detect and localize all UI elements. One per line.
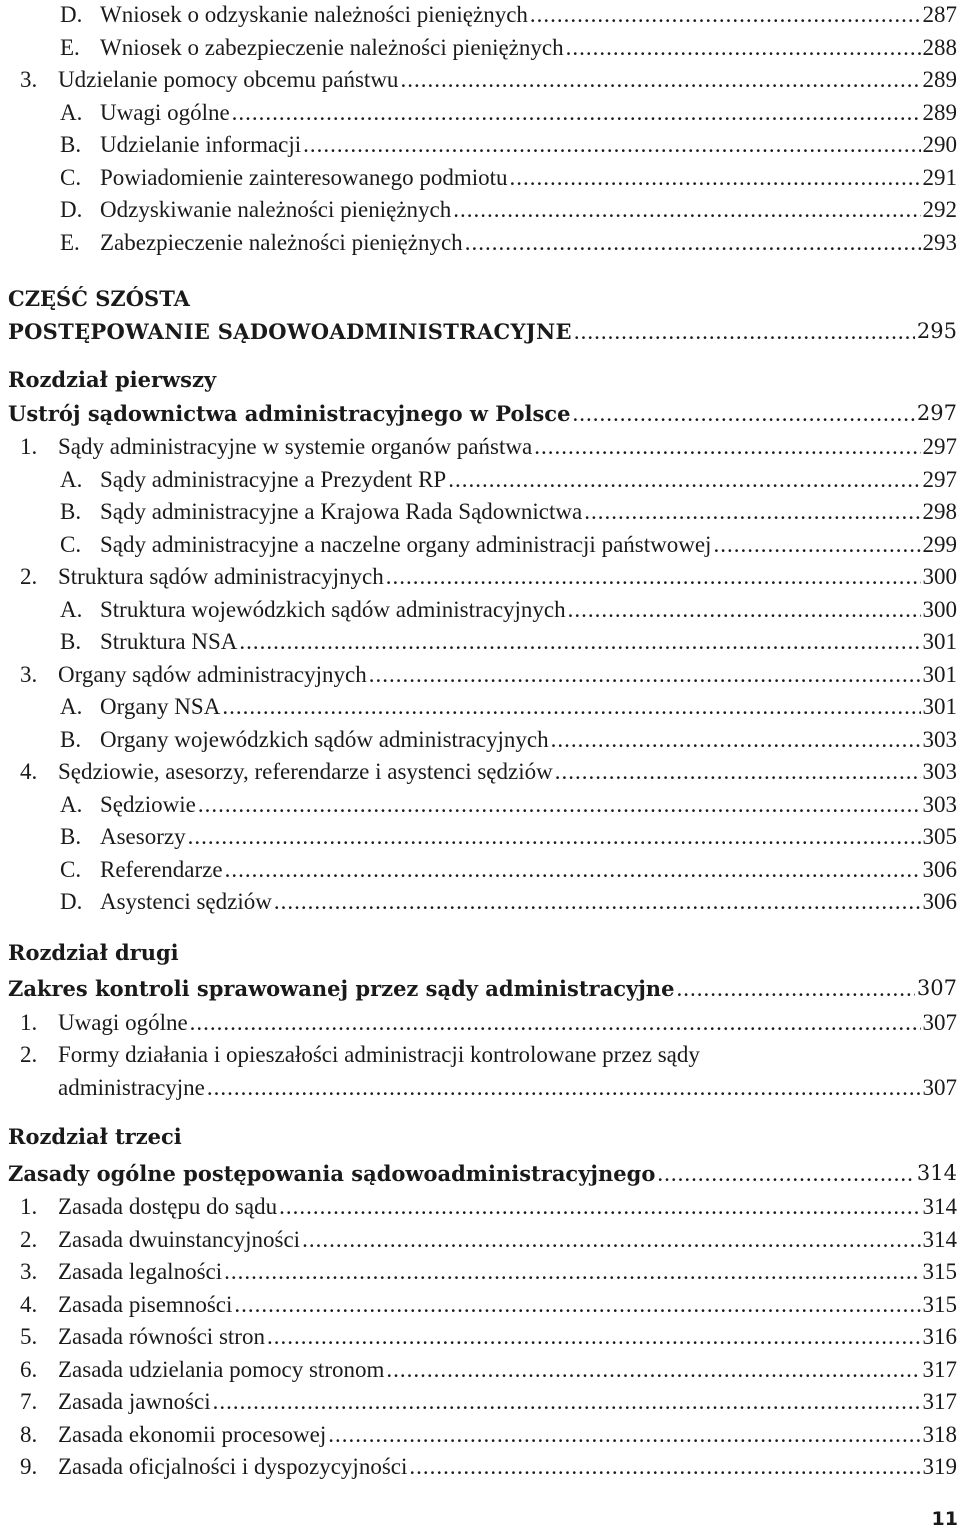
entry-page: 289 (922, 99, 957, 125)
toc-entry (0, 1154, 957, 1187)
entry-title: Zasada oficjalności i dyspozycyjności (58, 1454, 408, 1479)
toc-entry (0, 1317, 957, 1350)
toc-entry (0, 427, 957, 460)
dot-leader (267, 1323, 921, 1350)
toc-entry (0, 817, 957, 850)
entry-line (100, 687, 957, 720)
entry-page: 307 (922, 1010, 957, 1035)
toc-entry (0, 93, 957, 126)
entry-page: 292 (922, 197, 957, 222)
toc-entry (0, 1068, 957, 1101)
toc-entry (0, 492, 957, 525)
entry-title: POSTĘPOWANIE SĄDOWOADMINISTRACYJNE (8, 319, 572, 344)
entry-page: 306 (922, 856, 957, 882)
dot-leader (400, 66, 920, 93)
entry-page: 303 (922, 759, 957, 784)
entry-title: Zasada pisemności (58, 1291, 233, 1317)
entry-title: Referendarze (100, 856, 223, 882)
entry-number: B. (60, 824, 82, 849)
entry-page: 299 (922, 531, 957, 557)
entry-title: Sądy administracyjne a Krajowa Rada Sądownictwa (100, 499, 583, 524)
dot-leader (534, 433, 920, 460)
entry-number: A. (60, 791, 83, 817)
toc-entry (0, 0, 957, 28)
dot-leader (584, 498, 920, 525)
dot-leader (566, 34, 921, 61)
dot-leader (303, 131, 920, 158)
dot-leader (555, 758, 921, 785)
entry-number: A. (60, 596, 83, 622)
entry-title: administracyjne (58, 1075, 205, 1100)
entry-title: Uwagi ogólne (100, 99, 230, 125)
toc-entry (0, 125, 957, 158)
entry-title: Zasada jawności (58, 1389, 211, 1414)
toc-entry (0, 969, 957, 1002)
toc-entry (0, 557, 957, 590)
entry-line (8, 394, 957, 427)
entry-number: A. (60, 466, 83, 492)
entry-page: 306 (922, 889, 957, 914)
entry-line (58, 1187, 957, 1220)
toc-entry (0, 590, 957, 623)
entry-line (58, 1317, 957, 1350)
entry-line (8, 1154, 957, 1187)
dot-leader (279, 1193, 920, 1220)
entry-number: 3. (20, 67, 38, 92)
entry-number: B. (60, 629, 82, 654)
entry-line (58, 1285, 957, 1318)
dot-leader (239, 628, 920, 655)
entry-title: Zasada ekonomii procesowej (58, 1421, 327, 1447)
entry-line (100, 525, 957, 558)
toc-entry (0, 850, 957, 883)
toc-entry (0, 1252, 957, 1285)
entry-page: 293 (922, 229, 957, 255)
entry-page: 289 (922, 67, 957, 92)
entry-title: Uwagi ogólne (58, 1010, 188, 1035)
entry-number: 4. (20, 1291, 38, 1317)
entry-line (100, 590, 957, 623)
entry-title: Struktura NSA (100, 629, 238, 654)
entry-title: Wniosek o zabezpieczenie należności pieniężnych (100, 34, 564, 60)
dot-leader (572, 400, 914, 427)
entry-number: B. (60, 726, 82, 752)
entry-title: Organy wojewódzkich sądów administracyjnych (100, 726, 549, 752)
entry-page: 301 (922, 629, 957, 654)
toc-entry (0, 1447, 957, 1480)
dot-leader (225, 856, 921, 883)
entry-page: 295 (916, 319, 957, 343)
chapter-label: Rozdział pierwszy (8, 367, 217, 392)
entry-number: A. (60, 99, 83, 125)
entry-line (58, 1350, 957, 1383)
entry-number: B. (60, 499, 82, 524)
entry-page: 317 (922, 1356, 957, 1382)
entry-page: 317 (922, 1389, 957, 1414)
entry-page: 319 (922, 1454, 957, 1479)
entry-page: 314 (916, 1161, 957, 1185)
toc-entry (0, 1285, 957, 1318)
entry-line (58, 427, 957, 460)
entry-title: Sędziowie (100, 791, 196, 817)
entry-number: D. (60, 889, 83, 914)
entry-line (100, 720, 957, 753)
entry-line (100, 93, 957, 126)
dot-leader (222, 693, 920, 720)
dot-leader (232, 99, 921, 126)
entry-page: 301 (922, 661, 957, 687)
entry-line (100, 158, 957, 191)
entry-page: 298 (922, 499, 957, 524)
dot-leader (574, 318, 915, 345)
entry-line (58, 1220, 957, 1253)
entry-page: 291 (922, 164, 957, 190)
entry-title: Struktura wojewódzkich sądów administracyjnych (100, 596, 566, 622)
entry-line (58, 1382, 957, 1415)
dot-leader (188, 823, 921, 850)
entry-title: Sądy administracyjne w systemie organów państwa (58, 434, 533, 459)
entry-page: 315 (922, 1259, 957, 1284)
entry-line (100, 0, 957, 28)
dot-leader (530, 1, 921, 28)
entry-title: Struktura sądów administracyjnych (58, 564, 384, 589)
entry-line (58, 752, 957, 785)
dot-leader (453, 196, 920, 223)
dot-leader (386, 1356, 920, 1383)
entry-line (100, 460, 957, 493)
toc-entry (0, 28, 957, 61)
toc-entry (0, 1415, 957, 1448)
entry-number: D. (60, 197, 83, 222)
entry-line (100, 28, 957, 61)
toc-entry (0, 785, 957, 818)
dot-leader (213, 1388, 921, 1415)
entry-title: Sądy administracyjne a Prezydent RP (100, 466, 447, 492)
entry-number: 8. (20, 1421, 38, 1447)
entry-title: Organy NSA (100, 694, 221, 719)
entry-line (58, 655, 957, 688)
dot-leader (190, 1009, 921, 1036)
entry-page: 307 (916, 976, 957, 1000)
entry-page: 300 (922, 564, 957, 589)
entry-line (8, 969, 957, 1002)
dot-leader (198, 791, 921, 818)
entry-number: B. (60, 132, 82, 157)
entry-title: Sędziowie, asesorzy, referendarze i asystenci sędziów (58, 759, 553, 784)
entry-title: Zakres kontroli sprawowanej przez sądy administracyjne (8, 976, 675, 1001)
entry-line (58, 1252, 957, 1285)
toc-entry (0, 1382, 957, 1415)
entry-number: D. (60, 2, 83, 27)
chapter-label: Rozdział drugi (8, 940, 179, 965)
entry-page: 300 (922, 596, 957, 622)
entry-line (58, 1447, 957, 1480)
entry-number: 3. (20, 1259, 38, 1284)
entry-title: Organy sądów administracyjnych (58, 661, 367, 687)
entry-title: Asesorzy (100, 824, 186, 849)
dot-leader (302, 1226, 920, 1253)
entry-number: 2. (20, 1042, 38, 1067)
entry-page: 305 (922, 824, 957, 849)
dot-leader (274, 888, 921, 915)
entry-number: 2. (20, 564, 38, 589)
entry-title: Ustrój sądownictwa administracyjnego w Polsce (8, 401, 571, 426)
entry-title: Zasada udzielania pomocy stronom (58, 1356, 385, 1382)
entry-line (100, 817, 957, 850)
toc-entry (0, 190, 957, 223)
dot-leader (224, 1258, 920, 1285)
entry-line (100, 850, 957, 883)
entry-number: C. (60, 164, 82, 190)
toc-entry (0, 752, 957, 785)
entry-number: E. (60, 34, 80, 60)
toc-entry (0, 687, 957, 720)
dot-leader (510, 164, 921, 191)
toc-entry (0, 158, 957, 191)
entry-line (58, 60, 957, 93)
dot-leader (386, 563, 921, 590)
entry-title: Udzielanie pomocy obcemu państwu (58, 67, 399, 92)
entry-line (100, 785, 957, 818)
entry-page: 297 (916, 401, 957, 425)
toc-entry (0, 460, 957, 493)
entry-line (100, 492, 957, 525)
page-number: 11 (931, 1508, 958, 1530)
entry-title: Udzielanie informacji (100, 132, 302, 157)
entry-title: Zasada legalności (58, 1259, 223, 1284)
entry-title: Zabezpieczenie należności pieniężnych (100, 229, 463, 255)
toc-entry (0, 223, 957, 256)
entry-title: Zasady ogólne postępowania sądowoadministracyjnego (8, 1161, 656, 1186)
toc-entry (0, 622, 957, 655)
entry-number: E. (60, 229, 80, 255)
entry-line (100, 223, 957, 256)
toc-entry (0, 1350, 957, 1383)
entry-page: 297 (922, 434, 957, 459)
entry-page: 318 (922, 1421, 957, 1447)
entry-number: 5. (20, 1324, 38, 1349)
entry-page: 287 (922, 2, 957, 27)
toc-entry (0, 655, 957, 688)
entry-line (58, 1003, 957, 1036)
toc-entry (0, 1220, 957, 1253)
entry-number: 1. (20, 1194, 38, 1219)
entry-page: 301 (922, 694, 957, 719)
entry-line (58, 1068, 957, 1101)
entry-title: Wniosek o odzyskanie należności pieniężnych (100, 2, 528, 27)
entry-number: 1. (20, 1010, 38, 1035)
entry-number: A. (60, 694, 83, 719)
dot-leader (409, 1453, 920, 1480)
entry-line (100, 190, 957, 223)
entry-title: Asystenci sędziów (100, 889, 272, 914)
entry-page: 314 (922, 1194, 957, 1219)
toc-entry (0, 882, 957, 915)
toc-entry (0, 60, 957, 93)
entry-page: 314 (922, 1226, 957, 1252)
entry-page: 303 (922, 791, 957, 817)
entry-number: 6. (20, 1356, 38, 1382)
entry-line (58, 557, 957, 590)
entry-page: 288 (922, 34, 957, 60)
entry-title: Sądy administracyjne a naczelne organy administracji państwowej (100, 531, 712, 557)
entry-title: Formy działania i opieszałości administracji kontrolowane przez sądy (58, 1042, 700, 1067)
dot-leader (551, 726, 921, 753)
dot-leader (657, 1160, 915, 1187)
toc-entry (0, 720, 957, 753)
entry-number: 3. (20, 661, 38, 687)
entry-title: Powiadomienie zainteresowanego podmiotu (100, 164, 508, 190)
entry-line (58, 1415, 957, 1448)
entry-number: 2. (20, 1226, 38, 1252)
dot-leader (207, 1074, 921, 1101)
dot-leader (713, 531, 920, 558)
entry-title: Zasada dostępu do sądu (58, 1194, 278, 1219)
entry-page: 316 (922, 1324, 957, 1349)
toc-entry (0, 312, 957, 345)
toc-entry (0, 525, 957, 558)
entry-line (100, 125, 957, 158)
entry-title: Zasada równości stron (58, 1324, 265, 1349)
toc-entry (0, 1187, 957, 1220)
entry-number: 9. (20, 1454, 38, 1479)
entry-number: 1. (20, 434, 38, 459)
entry-number: C. (60, 531, 82, 557)
entry-page: 307 (922, 1075, 957, 1100)
entry-number: C. (60, 856, 82, 882)
entry-page: 303 (922, 726, 957, 752)
entry-number: 4. (20, 759, 38, 784)
dot-leader (369, 661, 921, 688)
dot-leader (465, 229, 921, 256)
entry-line (100, 882, 957, 915)
entry-page: 290 (922, 132, 957, 157)
dot-leader (328, 1421, 920, 1448)
entry-line (100, 622, 957, 655)
chapter-label: Rozdział trzeci (8, 1124, 182, 1149)
toc-entry (0, 1003, 957, 1036)
entry-page: 297 (922, 466, 957, 492)
entry-title: Zasada dwuinstancyjności (58, 1226, 301, 1252)
dot-leader (568, 596, 921, 623)
entry-line (8, 312, 957, 345)
part-heading: CZĘŚĆ SZÓSTA (8, 286, 190, 311)
entry-page: 315 (922, 1291, 957, 1317)
entry-number: 7. (20, 1389, 38, 1414)
dot-leader (448, 466, 920, 493)
dot-leader (234, 1291, 920, 1318)
dot-leader (676, 975, 914, 1002)
toc-entry (0, 394, 957, 427)
entry-title: Odzyskiwanie należności pieniężnych (100, 197, 452, 222)
